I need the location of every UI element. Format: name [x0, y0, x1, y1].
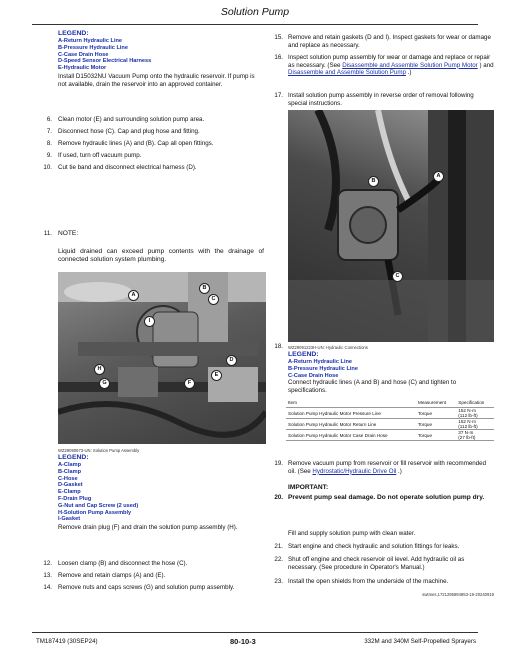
column-header: Specification	[456, 398, 494, 408]
table-cell: Solution Pump Hydraulic Motor Case Drain Hose	[286, 430, 416, 441]
step-number: 14.	[43, 584, 52, 591]
solution-pump-photo	[58, 272, 266, 444]
header-rule	[32, 24, 478, 25]
step-text-part: Inspect solution pump assembly for wear or damage and replace or repair as necessary. (See	[288, 54, 491, 69]
legend-title: LEGEND:	[288, 351, 319, 358]
table-cell: Solution Pump Hydraulic Motor Return Line	[286, 419, 416, 430]
table-row	[286, 408, 494, 419]
callout-marker: C	[208, 294, 219, 305]
photo-caption: WZ29090673-UN: Solution Pump Assembly	[58, 448, 140, 453]
callout-marker: F	[184, 378, 195, 389]
hydraulic-illustration	[288, 110, 494, 342]
hydraulic-connections-photo	[288, 110, 494, 342]
step-text: Remove and retain gaskets (D and I). Inspect gaskets for wear or damage and replace as necessary.	[288, 34, 491, 49]
callout-marker: G	[99, 378, 110, 389]
step-number: 17.	[274, 92, 283, 99]
important-label: IMPORTANT:	[288, 484, 329, 491]
table-cell: Torque	[416, 408, 456, 419]
spec-value: (112 lb-ft)	[458, 424, 478, 429]
step-number: 21.	[274, 543, 283, 550]
step-text: Shut off engine and check reservoir oil level. Add hydraulic oil as necessary. (See procedure in Operator's Manual.)	[288, 556, 465, 571]
torque-spec-table	[286, 398, 494, 441]
legend-item: D-Gasket	[58, 482, 83, 489]
table-cell	[456, 408, 494, 419]
legend-connections	[288, 351, 494, 395]
step-text-part: ) and	[477, 61, 494, 69]
footer-rule	[32, 632, 478, 633]
legend-item: E-Clamp	[58, 489, 81, 496]
legend-item: D-Speed Sensor Electrical Harness	[58, 58, 152, 65]
callout-marker: A	[433, 171, 444, 182]
legend-item: G-Nut and Cap Screw (2 used)	[58, 502, 139, 509]
callout-marker: E	[211, 370, 222, 381]
legend-item: A-Return Hydraulic Line	[58, 38, 123, 44]
column-header: Measurement	[416, 398, 456, 408]
step-text: Loosen clamp (B) and disconnect the hose (C).	[58, 560, 188, 567]
step-text-part: .)	[405, 69, 412, 77]
link-disassemble-pump-motor[interactable]: Disassemble and Assemble Solution Pump Motor	[342, 61, 478, 69]
legend-item: C-Case Drain Hose	[288, 372, 339, 379]
table-row	[286, 430, 494, 441]
step-number: 6.	[46, 116, 52, 123]
step-text: Cut tie band and disconnect electrical harness (D).	[58, 164, 197, 171]
step-number: 23.	[274, 578, 283, 585]
legend-item: A-Clamp	[58, 462, 81, 468]
photo-caption: WZ29091223H-UN: Hydraulic Connections	[288, 345, 368, 350]
legend-pump-assembly	[58, 454, 264, 532]
step-number: 8.	[46, 140, 52, 147]
column-header: Item	[286, 398, 416, 408]
step-text: Install solution pump assembly in reverse order of removal following special instructions.	[288, 92, 474, 107]
callout-marker: D	[226, 355, 237, 366]
install-vacuum-text: Install D15032NU Vacuum Pump onto the hydraulic reservoir. If pump is not available, drain the reservoir into an approved container.	[58, 72, 255, 88]
step-number: 15.	[274, 34, 283, 41]
step-text: Clean motor (E) and surrounding solution pump area.	[58, 116, 205, 123]
spec-value: 152 N·m	[458, 419, 476, 424]
fill-text: Fill and supply solution pump with clean water.	[288, 530, 416, 537]
note-text: Liquid drained can exceed pump contents with the drainage of connected solution system plumbing.	[58, 248, 264, 263]
step-number: 18.	[274, 343, 283, 350]
step-text: Disconnect hose (C). Cap and plug hose and fitting.	[58, 128, 200, 135]
legend-item: F-Drain Plug	[58, 495, 92, 502]
legend-item: H-Solution Pump Assembly	[58, 509, 132, 516]
legend-item: B-Pressure Hydraulic Line	[58, 44, 128, 51]
legend-item: E-Hydraulic Motor	[58, 65, 107, 72]
spec-value: (112 lb-ft)	[458, 413, 478, 418]
callout-marker: C	[392, 271, 403, 282]
callout-marker: A	[128, 290, 139, 301]
step-text: Install the open shields from the underside of the machine.	[288, 578, 449, 585]
step-text: Remove nuts and caps screws (G) and solution pump assembly.	[58, 584, 235, 591]
callout-marker: B	[199, 283, 210, 294]
step-text: Start engine and check hydraulic and solution fittings for leaks.	[288, 543, 460, 550]
spec-value: 37 N·m	[458, 430, 474, 435]
link-disassemble-pump[interactable]: Disassemble and Assemble Solution Pump	[288, 69, 406, 77]
step-number: 16.	[274, 54, 283, 61]
table-cell	[456, 430, 494, 441]
document-id: swtmes,1721295894953-19-20240919	[422, 592, 494, 597]
table-cell: Torque	[416, 419, 456, 430]
step-number: 20.	[274, 494, 283, 501]
footer-manual-id: TM187419 (30SEP24)	[36, 638, 98, 645]
step-text	[288, 460, 494, 475]
legend-title: LEGEND:	[58, 454, 89, 461]
callout-marker: I	[144, 316, 155, 327]
legend-item: C-Case Drain Hose	[58, 51, 109, 58]
step-text-part: Remove vacuum pump from reservoir or fill reservoir with recommended oil. (See	[288, 460, 487, 475]
note-label: NOTE:	[58, 230, 79, 237]
step-number: 13.	[43, 572, 52, 579]
step-number: 10.	[43, 164, 52, 171]
legend-item: C-Hose	[58, 475, 78, 482]
table-row	[286, 419, 494, 430]
link-hydraulic-drive-oil[interactable]: Hydrostatic/Hydraulic Drive Oil	[312, 467, 397, 475]
legend-item: A-Return Hydraulic Line	[288, 359, 353, 365]
step-number: 12.	[43, 560, 52, 567]
step-number: 22.	[274, 556, 283, 563]
callout-marker: H	[94, 364, 105, 375]
spec-value: 152 N·m	[458, 408, 476, 413]
important-text: Prevent pump seal damage. Do not operate solution pump dry.	[288, 494, 485, 501]
step-text: Remove hydraulic lines (A) and (B). Cap all open fittings.	[58, 140, 214, 147]
page-title: Solution Pump	[220, 6, 290, 18]
legend-title: LEGEND:	[58, 30, 89, 37]
step-text-part: .)	[396, 467, 402, 475]
legend-item: I-Gasket	[58, 516, 81, 523]
footer-page-number: 80-10-3	[230, 637, 256, 646]
legend-item: B-Clamp	[58, 468, 81, 475]
drain-text: Remove drain plug (F) and drain the solution pump assembly (H).	[58, 524, 238, 532]
table-header-row	[286, 398, 494, 408]
spec-value: (27 lb-ft)	[458, 435, 476, 440]
step-number: 19.	[274, 460, 283, 467]
legend-hydraulic	[58, 30, 264, 88]
table-cell: Solution Pump Hydraulic Motor Pressure Line	[286, 408, 416, 419]
step-text: Remove and retain clamps (A) and (E).	[58, 572, 166, 579]
table-cell	[456, 419, 494, 430]
step-text: Connect hydraulic lines (A and B) and hose (C) and tighten to specifications.	[288, 379, 457, 394]
table-cell: Torque	[416, 430, 456, 441]
legend-item: B-Pressure Hydraulic Line	[288, 365, 358, 372]
callout-marker: B	[368, 176, 379, 187]
footer-product: 332M and 340M Self-Propelled Sprayers	[364, 638, 476, 645]
step-number: 11.	[43, 230, 52, 237]
step-number: 7.	[46, 128, 52, 135]
step-text	[288, 54, 494, 77]
step-number: 9.	[46, 152, 52, 159]
step-text: If used, turn off vacuum pump.	[58, 152, 142, 159]
